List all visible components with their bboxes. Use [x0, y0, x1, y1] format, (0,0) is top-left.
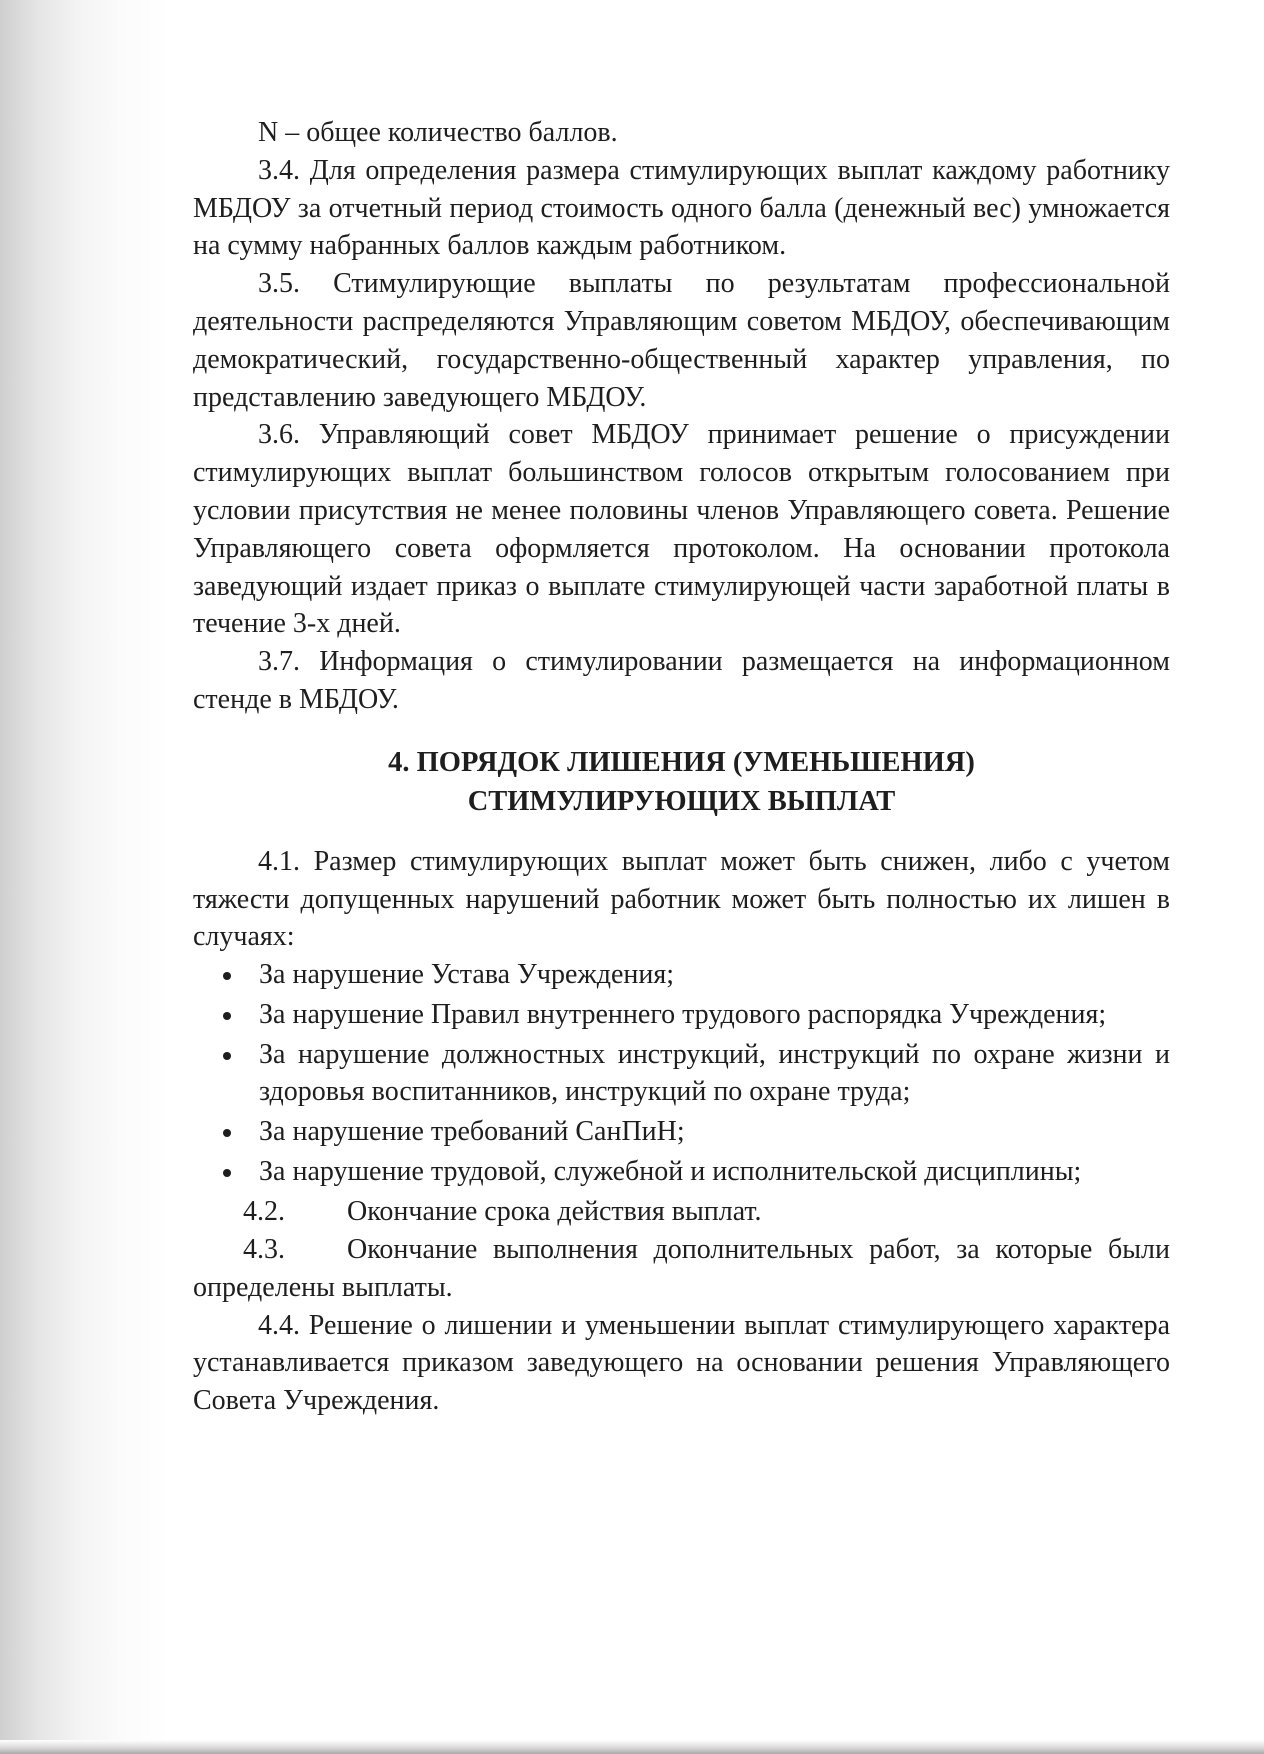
- violations-list: [193, 956, 1170, 1190]
- paragraph-3-5: 3.5. Стимулирующие выплаты по результатам профессиональной деятельности распределяются Управляющим советом МБДОУ, обеспечивающим демократический, государственно-общественный характер управления, по представлению заведующего МБДОУ.: [193, 268, 1170, 413]
- list-item-text: За нарушение Правил внутреннего трудового распорядка Учреждения;: [259, 999, 1107, 1031]
- paragraph-3-7: 3.7. Информация о стимулировании размещается на информационном стенде в МБДОУ.: [193, 646, 1170, 715]
- paragraph-3-4: 3.4. Для определения размера стимулирующих выплат каждому работнику МБДОУ за отчетный период стоимость одного балла (денежный вес) умножается на сумму набранных баллов каждым работником.: [193, 154, 1170, 262]
- bullet-icon: [223, 1129, 231, 1137]
- list-item-text: За нарушение Устава Учреждения;: [259, 959, 675, 991]
- document-body: [193, 114, 1170, 1420]
- paragraph-4-1: 4.1. Размер стимулирующих выплат может быть снижен, либо с учетом тяжести допущенных нарушений работник может быть полностью их лишен в случаях:: [193, 845, 1170, 953]
- paragraph-n-total: N – общее количество баллов.: [258, 117, 618, 148]
- paragraph-4-2-number: 4.2.: [243, 1196, 285, 1228]
- scan-bottom-edge: [0, 1740, 1264, 1754]
- section-4-heading-line-1: 4. ПОРЯДОК ЛИШЕНИЯ (УМЕНЬШЕНИЯ): [388, 746, 975, 778]
- bullet-icon: [223, 972, 231, 980]
- section-4-heading: [193, 743, 1170, 821]
- paragraph-4-4: 4.4. Решение о лишении и уменьшении выплат стимулирующего характера устанавливается приказом заведующего на основании решения Управляющего Совета Учреждения.: [193, 1309, 1170, 1417]
- list-item: [193, 956, 1170, 993]
- list-item-text: За нарушение трудовой, служебной и исполнительской дисциплины;: [259, 1156, 1082, 1188]
- paragraph-4-3: [193, 1231, 1170, 1307]
- paragraph-4-2: [193, 1193, 1170, 1231]
- bullet-icon: [223, 1169, 231, 1177]
- bullet-icon: [223, 1012, 231, 1020]
- bullet-icon: [223, 1052, 231, 1060]
- list-item: [193, 1153, 1170, 1190]
- paragraph-3-6: 3.6. Управляющий совет МБДОУ принимает решение о присуждении стимулирующих выплат большинством голосов открытым голосованием при условии присутствия не менее половины членов Управляющего совета. Решение Управляющего совета оформляется протоколом. На основании протокола заведующий издает приказ о выплате стимулирующей части заработной платы в течение 3-х дней.: [193, 419, 1170, 640]
- list-item-text: За нарушение требований СанПиН;: [259, 1116, 685, 1148]
- list-item-text: За нарушение должностных инструкций, инструкций по охране жизни и здоровья воспитанников, инструкций по охране труда;: [259, 1039, 1170, 1108]
- paragraph-4-3-number: 4.3.: [243, 1233, 285, 1265]
- paragraph-4-2-text: Окончание срока действия выплат.: [347, 1196, 762, 1228]
- section-4-heading-line-2: СТИМУЛИРУЮЩИХ ВЫПЛАТ: [467, 785, 896, 817]
- paragraph-4-3-text: Окончание выполнения дополнительных работ, за которые были определены выплаты.: [193, 1233, 1170, 1303]
- list-item: [193, 1113, 1170, 1150]
- list-item: [193, 996, 1170, 1033]
- list-item: [193, 1036, 1170, 1110]
